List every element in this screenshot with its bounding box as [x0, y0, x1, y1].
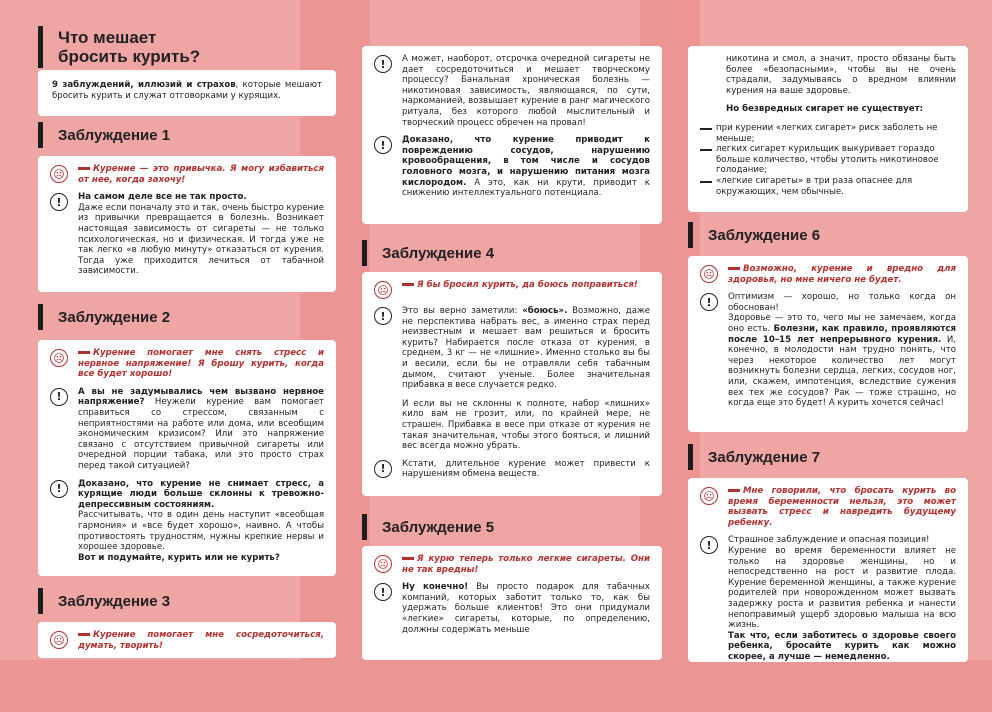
exclamation-icon: ! — [50, 193, 68, 211]
sad-face-icon: ☹ — [50, 349, 68, 367]
list-item: легких сигарет курильщик выкуривает гораздо больше количество, чтобы утолить никотиновое голодание; — [700, 144, 956, 176]
dash — [78, 167, 90, 170]
intro-text: 9 заблуждений, иллюзий и страхов, которые мешают бросить курить и служат отговорками у курящих. — [52, 80, 323, 101]
card-myth-6: ☹ Возможно, курение и вредно для здоровья, но мне ничего не будет. ! Оптимизм — хорошо, но только когда он обоснован! Здоровье — это то, чего мы не замечаем, когда оно есть. Болезни, как правило, проявляются после 10–15 лет непрерывного курения. И, конечно, в молодости нам трудно понять, что через некоторое количество лет могут возникнуть болезни сердца, легких, сосудов ног, или, скажем, импотенция, вследствие сужения вех тех же сосудов? Рак — тоже страшно, но когда еще это будет! А курить хочется сейчас! — [688, 256, 968, 432]
heading-myth-6: Заблуждение 6 — [688, 222, 820, 248]
exclamation-icon: ! — [374, 55, 392, 73]
card-myth-3-cont: ! А может, наоборот, отсрочка очередной сигареты не дает сосредоточиться и мешает творческому процессу? Банальная хроническая болезнь — никотиновая зависимость, являющаяся, по сути, наркоманией, возвышает курение в ранг магического ритуала, без которого любой мыслительный и творческий процесс обречен на провал! ! Доказано, что курение приводит к повреждению сосудов, нарушению кровообращения, в том числе и сосудов головного мозга, и нарушению питания мозга кислородом. А это, как ни крути, приводит к снижению интеллектуального потенциала. — [362, 46, 662, 224]
exclamation-icon: ! — [50, 480, 68, 498]
exclamation-icon: ! — [374, 136, 392, 154]
heading-myth-2: Заблуждение 2 — [38, 304, 170, 330]
fact-bold: На самом деле все не так просто. — [78, 192, 247, 203]
exclamation-icon: ! — [374, 583, 392, 601]
myth-text: Курение помогает мне снять стресс и нервное напряжение! Я брошу курить, когда все будет хорошо! — [78, 348, 324, 380]
list-item: «легкие сигареты» в три раза опаснее для окружающих, чем обычные. — [700, 176, 956, 197]
sad-face-icon: ☹ — [700, 487, 718, 505]
page-title-line2: бросить курить? — [58, 47, 201, 66]
page-title-line1: Что мешает — [58, 28, 157, 47]
card-myth-1 — [38, 156, 336, 292]
exclamation-icon: ! — [50, 388, 68, 406]
fact-row — [50, 192, 324, 277]
myth-text: Возможно, курение и вредно для здоровья, но мне ничего не будет. — [728, 264, 956, 285]
card-myth-7: ☹ Мне говорили, что бросать курить во время беременности нельзя, это может вызвать стресс и навредить будущему ребенку. ! Страшное заблуждение и опасная позиция! Курение во время беременности влияет не только на здоровье женщины, но и непосредственно на рост и развитие плода. Курение беременной женщины, а также курение родителей при новорожденном может вызвать задержку роста и развития ребенка и нанести непоправимый ущерб здоровью малыша на всю жизнь. Так что, если заботитесь о здоровье своего ребенка, бросайте курить как можно скорее, а лучше — немедленно. — [688, 478, 968, 662]
card-myth-4: ☹ Я бы бросил курить, да боюсь поправиться! ! Это вы верно заметили: «боюсь». Возможно, даже не перспектива набрать вес, а именно страх перед неизвестным и мешает вам решиться и бросить курить? Набирается после отказа от курения, в среднем, 3 кг — не «лишние». Именно столько вы бы и весили, если бы не отравляли себя табачным дымом, считают ученые. Более значительная прибавка в весе случается редко. И если вы не склонны к полноте, набор «лишних» кило вам не грозит, или, по крайней мере, не страшен. Прибавка в весе при отказе от курения не такая значительная, чтобы этого бояться, и лишний вес всегда можно убрать. ! Кстати, длительное курение может привести к нарушениям обмена веществ. — [362, 272, 662, 496]
myth-row — [50, 164, 324, 185]
card-myth-5-cont: никотина и смол, а значит, просто обязаны быть более «безопасными», чтобы вы не очень страдали, задумываясь о вредном влиянии курения на ваше здоровье. Но безвредных сигарет не существует: при курении «легких сигарет» риск заболеть не меньше; легких сигарет курильщик выкуривает гораздо больше количество, чтобы утолить никотиновое голодание; «легкие сигареты» в три раза опаснее для окружающих, чем обычные. — [688, 46, 968, 212]
card-myth-2: ☹ Курение помогает мне снять стресс и нервное напряжение! Я брошу курить, когда все будет хорошо! ! А вы не задумывались чем вызвано нервное напряжение? Неужели курение вам помогает справиться со стрессом, связанным с неприятностями на работе или дома, или всеобщим экономическим кризисом? Или это напряжение связано с отсутствием привычной сигареты или очередной порции табака, или это просто страх перед такой ситуацией? ! Доказано, что курение не снимает стресс, а курящие люди больше склонны к тревожно-депрессивным состояниям. Рассчитывать, что в один день наступит «всеобщая гармония» и «все будет хорошо», наивно. А чтобы противостоять трудностям, нужны крепкие нервы и хорошее здоровье. Вот и подумайте, курить или не курить? — [38, 340, 336, 576]
exclamation-icon: ! — [700, 293, 718, 311]
sad-face-icon: ☹ — [374, 555, 392, 573]
fact-text: Даже если поначалу это и так, очень быстро курение из привычки превращается в болезнь. Возникает настоящая зависимость от сигареты — не только психологическая, но и физическая. И тогда уже не так легко «в любую минуту» отказаться от курения. Тогда уже приходится лечиться от табачной зависимости. — [78, 202, 324, 277]
intro-card — [38, 70, 336, 116]
sad-face-icon: ☹ — [50, 631, 68, 649]
exclamation-icon: ! — [700, 536, 718, 554]
myth-text: Курение — это привычка. Я могу избавиться от нее, когда захочу! — [78, 164, 324, 185]
myth-text: Я курю теперь только легкие сигареты. Они не так вредны! — [402, 554, 650, 575]
heading-myth-5: Заблуждение 5 — [362, 514, 494, 540]
exclamation-icon: ! — [374, 307, 392, 325]
myth-text: Я бы бросил курить, да боюсь поправиться! — [417, 280, 638, 290]
heading-myth-7: Заблуждение 7 — [688, 444, 820, 470]
heading-myth-4: Заблуждение 4 — [362, 240, 494, 266]
sad-face-icon: ☹ — [50, 165, 68, 183]
card-myth-5: ☹ Я курю теперь только легкие сигареты. Они не так вредны! ! Ну конечно! Вы просто подарок для табачных компаний, которых заботит только то, как бы удержать больше клиентов! Это они придумали «легкие» сигареты, которые, по определению, должны содержать меньше — [362, 546, 662, 660]
heading-myth-3: Заблуждение 3 — [38, 588, 170, 614]
heading-myth-1: Заблуждение 1 — [38, 122, 170, 148]
myth-text: Курение помогает мне сосредоточиться, думать, творить! — [78, 630, 324, 651]
exclamation-icon: ! — [374, 460, 392, 478]
sad-face-icon: ☹ — [374, 281, 392, 299]
card-myth-3 — [38, 622, 336, 658]
list-item: при курении «легких сигарет» риск заболеть не меньше; — [700, 123, 956, 144]
page-title — [38, 28, 200, 66]
myth-text: Мне говорили, что бросать курить во время беременности нельзя, это может вызвать стресс и навредить будущему ребенку. — [728, 486, 956, 528]
sad-face-icon: ☹ — [700, 265, 718, 283]
